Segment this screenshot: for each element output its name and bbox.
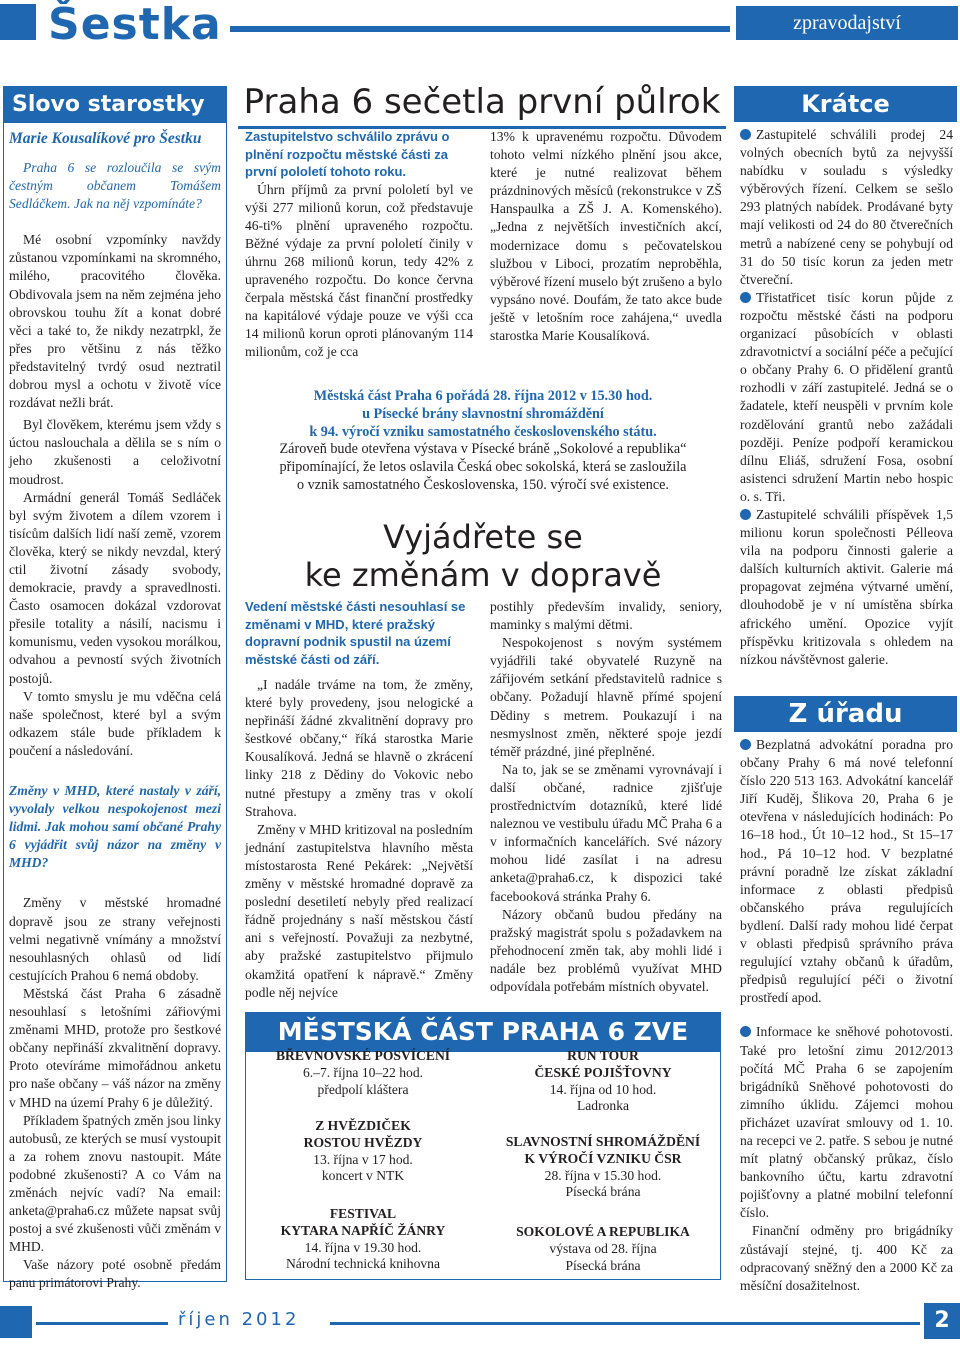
news-item: [734, 506, 957, 669]
news-item-text: Třistatřicet tisíc korun půjde z rozpočtu městské části na podporu organizací působících v oblasti zdravotnictví a sociální péče a pečující o občany Prahy 6. O přidělení grantů rozhodli v září zastupitelé. Jedná se o žadatele, kteří neuspěli v prvním kole rozdělování grantů nebo zažádali později. Peníze podpoří keramickou dílnu Eliáš, sdružení Fosa, osobní asistenci sdružení Martin nebo hospic o. s. Tři.: [740, 289, 953, 504]
event-item: [248, 1048, 478, 1098]
event-title: [488, 1134, 718, 1168]
article-title: Praha 6 sečetla první půlrok: [243, 82, 721, 122]
news-item: [734, 126, 957, 289]
event-line: 6.–7. října 10–22 hod.: [302, 1064, 424, 1080]
footer-date: říjen 2012: [178, 1309, 300, 1330]
bullet-icon: [740, 739, 751, 750]
column-heading: Z úřadu: [734, 696, 957, 732]
news-item: [734, 1222, 957, 1294]
event-title: [248, 1118, 478, 1152]
column-paragraph: V tomto smyslu je mu vděčna celá naše společnost, které byl a svým odkazem stále bude příkladem k poučení a následování.: [9, 688, 221, 758]
event-item: [488, 1224, 718, 1274]
article-text: „I nadále trváme na tom, že změny, které byly provedeny, jsou nelogické a nepřináší žádné zkvalitnění dopravy pro šestkové občany,“ říká starostka Marie Kousalíková. Jedná se hlavně o zkrácení linky 218 z Dědiny do Vokovic nebo nutné přestupy a změny tras v okolí Strahova.: [245, 677, 473, 819]
section-tag: zpravodajství: [736, 6, 958, 40]
article-text: Změny v MHD kritizoval na posledním jednání zastupitelstva hlavního města místostarosta René Pekárek: „Největší změny v městské hromadné dopravě za poslední desetiletí nebyly před realizací řádně projednány s naší městskou částí ani s veřejností. Považuji za nezbytné, aby pražské zastupitelstvo přijmulo okamžitá opatření k nápravě.“ Změny podle něj nejvíce: [245, 821, 473, 1000]
news-item-text: Bezplatná advokátní poradna pro občany Prahy 6 má nové telefonní číslo 220 513 163. Advokátní kancelář Jiří Kuděj, Šlikova 20, Praha 6 je otevřena v následujících hodinách: Po 16–18 hod., Út 10–12 hod., St 15–17 hod., Pá 10–12 hod. V bezplatné právní poradně lze získat základní informace z oblasti předpisů občanského práva regulujících bydlení. Další rady mohou lidé čerpat v oblasti předpisů správního práva regulující vztahy občanů k úřadům, předpisů regulující péči o životní prostředí apod.: [740, 737, 953, 1006]
news-item-text: Zastupitelé schválili prodej 24 volných obecních bytů za nejvyšší nabídku v souladu s výsledky výběrových řízení. Celkem se sešlo 293 platných nabídek. Prodávané byty mají velikosti od 24 do 80 čtverečních metrů a nabízené ceny se pohybují od 31 do 50 tisíc korun za jeden metr čtvereční.: [740, 127, 953, 287]
event-line: výstava od 28. října: [549, 1240, 657, 1256]
article-column: [245, 598, 473, 1002]
article-lead: Zastupitelstvo schválilo zprávu o plnění rozpočtu městské části za první pololetí tohoto roku.: [245, 129, 450, 179]
announcement-line: k 94. výročí vzniku samostatného československého státu.: [309, 423, 657, 440]
article-text: postihly především invalidy, seniory, maminky s malými dětmi.: [490, 599, 722, 633]
bullet-icon: [740, 129, 751, 140]
event-item: [248, 1118, 478, 1185]
article-title-line: ke změnám v dopravě: [304, 556, 662, 594]
news-item-text: Finanční odměny pro brigádníky zůstávají stejné, tj. 400 Kč za odpracovaný sněžný den a 2000 Kč za měsíční dosažitelnost.: [740, 1223, 953, 1293]
event-title-text: RUN TOUR ČESKÉ POJIŠŤOVNY: [534, 1048, 672, 1080]
column-paragraph: Armádní generál Tomáš Sedláček byl svým životem a dílem vzorem i tisícům dalších lidí naší země, vzorem člověka, který se nikdy nevzdal, který ctil životní zásady svobody, demokracie, pravdy a spravedlnosti. Často osamocen dokázal vzdorovat přesile totality a násilí, nacismu i komunismu, veden vysokou morálkou, odvahou a pevností svých životních postojů.: [9, 489, 221, 686]
event-line: Písecká brána: [565, 1257, 641, 1273]
column-heading: Slovo starostky: [4, 87, 226, 123]
bullet-icon: [740, 292, 751, 303]
column-paragraph: Mé osobní vzpomínky navždy zůstanou vzpomínkami na skromného, milého, pracovitého člověka. Obdivovala jsem na něm zejména jeho obrovskou touhu žít a konat dobré věci a také to, že nikdy nezatrpkl, že přes pro většinu z nás těžko představitelný tvrdý osud neztratil dobrou mysl a ochotu v životě více rozdávat nežli brát.: [9, 232, 221, 411]
column-kratce: [734, 86, 957, 669]
column-paragraph: Příkladem špatných změn jsou linky autobusů, ze kterých se musí vystoupit a za rohem znovu nastoupit. Máte podobné zkušenosti? A co Vám na změnách nejvíc vadí? Na email: anketa@praha6.cz můžete napsat svůj postoj a své zkušenosti vůči změnám v MHD.: [9, 1112, 221, 1255]
footer-rule: [36, 1322, 168, 1325]
announcement-line: Zároveň bude otevřena výstava v Písecké bráně „Sokolové a republika“: [279, 441, 687, 458]
news-item: [734, 736, 957, 1007]
article-title: [245, 518, 721, 594]
event-title-text: SLAVNOSTNÍ SHROMÁŽDĚNÍ K VÝROČÍ VZNIKU ČSR: [505, 1134, 701, 1166]
column-lead: Praha 6 se rozloučila se svým čestným občanem Tomášem Sedláčkem. Jak na něj vzpomínáte?: [9, 160, 221, 212]
event-title-text: FESTIVAL KYTARA NAPŘÍČ ŽÁNRY: [280, 1206, 446, 1238]
footer-block: [0, 1306, 32, 1338]
event-line: předpolí kláštera: [317, 1081, 409, 1097]
column-heading: Krátce: [734, 86, 957, 122]
event-line: koncert v NTK: [321, 1168, 405, 1184]
column-paragraph: Změny v městské hromadné dopravě jsou ze strany veřejnosti velmi negativně vnímány a množství nesouhlasných ohlasů od lidí cestujících Prahou 6 nemá obdoby.: [9, 895, 221, 983]
news-item-text: Informace ke sněhové pohotovosti. Také pro letošní zimu 2012/2013 počítá MČ Praha 6 se zapojením brigádníků Sněhové pohotovosti do zimního úklidu. Zájemci mohou přicházet uzavírat smlouvy od 1. 10. na recepci ve 2. patře. S sebou je nutné mít platný občanský průkaz, číslo bankovního účtu, kartu zdravotní pojišťovny a platné mobilní telefonní číslo.: [740, 1024, 953, 1221]
masthead: [0, 0, 960, 58]
event-title-text: Z HVĚZDIČEK ROSTOU HVĚZDY: [303, 1118, 423, 1150]
announcement: [245, 388, 721, 495]
article-text: Úhrn příjmů za první pololetí byl ve výši 277 milionů korun, což představuje 46-ti% plnění upraveného rozpočtu. Běžné výdaje za první pololetí činily v úhrnu 268 milionů korun, tedy 42% z upraveného rozpočtu. Do konce června čerpala městská část finanční prostředky na kapitálové výdaje pouze ve výši cca 14 milionů korun oproti plánovaným 114 milionům, což je cca: [245, 181, 473, 360]
article-title-line: Vyjádřete se: [383, 518, 583, 556]
event-item: [248, 1206, 478, 1273]
event-title: BŘEVNOVSKÉ POSVÍCENÍ: [275, 1048, 451, 1063]
announcement-line: Městská část Praha 6 pořádá 28. října 2012 v 15.30 hod.: [313, 388, 653, 404]
footer-rule: [330, 1322, 920, 1325]
event-title: SOKOLOVÉ A REPUBLIKA: [516, 1224, 690, 1239]
event-line: 14. října v 19.30 hod.: [304, 1239, 422, 1255]
event-line: Ladronka: [576, 1098, 630, 1114]
article-text: Názory občanů budou předány na pražský magistrát spolu s požadavkem na přehodnocení změn tak, aby mohli lidé i nadále bez problémů využívat MHD odpovídala potřebám místních obyvatel.: [490, 906, 722, 994]
announcement-line: připomínající, že letos oslavila Česká obec sokolská, která se zasloužila: [279, 459, 687, 476]
column-paragraph: Městská část Praha 6 zásadně nesouhlasí s letošními zářiovými změnami MHD, protože pro šestkové občany nepřináší zkvalitnění dopravy. Proto otevíráme mimořádnou anketu pro naše občany – váš názor na změny v MHD na území Prahy 6 je důležitý.: [9, 985, 221, 1110]
event-title: [488, 1048, 718, 1082]
article-text: Na to, jak se se změnami vyrovnávají i další občané, radnice zjišťuje prostřednictvím dotazníků, které lidé naleznou ve vestibulu úřadu MČ Praha 6 a v informačních kancelářích. Své názory mohou lidé zasílat i na adresu anketa@praha6.cz, k dispozici také facebooková stránka Prahy 6.: [490, 761, 722, 904]
event-title: [248, 1206, 478, 1240]
masthead-block: [0, 4, 36, 40]
event-item: [488, 1048, 718, 1115]
column-subtitle: Marie Kousalíkové pro Šestku: [9, 130, 202, 147]
article-text: Nespokojenost s novým systémem vyjádřili také obyvatelé Ruzyně na zářijovém setkání představitelů radnice s občany. Požadují hlavně přímé spojení Dědiny s metrem. Poukazují i na nesmyslnost změn, některé spoje jezdí téměř prázdné, jiné přeplněné.: [490, 635, 722, 759]
column-question: Změny v MHD, které nastaly v září, vyvolaly velkou nespokojenost mezi lidmi. Jak mohou samí občané Prahy 6 vyjádřit svůj názor na změny v MHD?: [9, 783, 221, 871]
event-item: [488, 1134, 718, 1201]
event-line: Písecká brána: [565, 1184, 641, 1200]
masthead-rule: [230, 26, 730, 32]
column-slovo-starostky: [3, 86, 227, 1291]
masthead-title: Šestka: [48, 0, 222, 50]
events-box: [245, 1048, 721, 1280]
article-column: [490, 598, 722, 996]
announcement-line: u Písecké brány slavnostní shromáždění: [362, 405, 604, 422]
article-column: [490, 128, 722, 345]
bullet-icon: [740, 509, 751, 520]
article-lead: Vedení městské části nesouhlasí se změnami v MHD, které pražský dopravní podnik spustil na území městské části od září.: [245, 599, 466, 667]
column-paragraph: Byl člověkem, kterému jsem vždy s úctou naslouchala a dělila se s ním o jeho zkušenosti a celoživotní moudrost.: [9, 417, 221, 487]
column-paragraph: Vaše názory poté osobně předám panu primátorovi Prahy.: [9, 1257, 221, 1291]
article-text: 13% k upravenému rozpočtu. Důvodem tohoto velmi nízkého plnění jsou akce, které je nutné realizovat během prázdninových měsíců (rekonstrukce v ZŠ Hanspaulka a ZŠ J. A. Komenského). „Jedna z největších investičních akcí, modernizace domu s pečovatelskou službou v Liboci, prozatím neproběhla, výběrové řízení muselo být zrušeno a bylo vypsáno nové. Doufám, že tato akce bude ještě v letošním roce zahájena,“ uvedla starostka Marie Kousalíková.: [490, 129, 722, 344]
event-line: 28. října v 15.30 hod.: [544, 1167, 662, 1183]
event-line: Národní technická knihovna: [285, 1256, 440, 1272]
announcement-line: o vznik samostatného Československa, 150. výročí své existence.: [297, 476, 669, 493]
event-line: 14. října od 10 hod.: [549, 1081, 657, 1097]
bullet-icon: [740, 1026, 751, 1037]
article-column: [245, 128, 473, 361]
events-heading: MĚSTSKÁ ČÁST PRAHA 6 ZVE: [245, 1012, 721, 1052]
news-item: [734, 289, 957, 506]
news-item: [734, 1023, 957, 1222]
column-z-uradu: [734, 696, 957, 1295]
event-line: 13. října v 17 hod.: [313, 1151, 413, 1167]
page-number: 2: [924, 1303, 960, 1339]
news-item-text: Zastupitelé schválili příspěvek 1,5 milionu korun společnosti Pélleova vila na podporu činnosti galerie a dalších kulturních aktivit. Galerie má propagovat zejména výtvarné umění, dlouhodobě je v ní umístěna sbírka afrického umění. Opozice vyjít příspěvku kritizovala s ohledem na nízkou návštěvnost galerie.: [740, 506, 953, 667]
